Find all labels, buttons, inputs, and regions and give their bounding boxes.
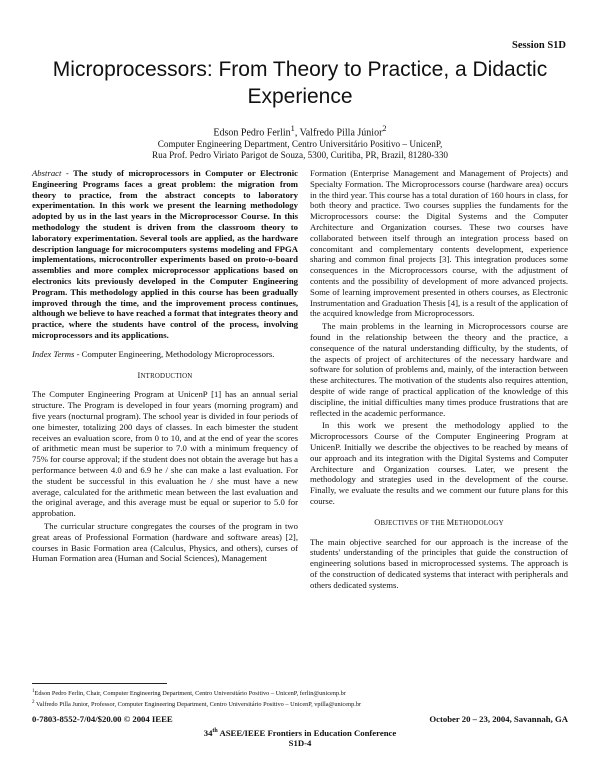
intro-paragraph-1: The Computer Engineering Program at UnicenP [1] has an annual serial structure. The Program is developed in four years (morning program) and five years (nocturnal program). The school year is divided in four periods of one bimester, totalizing 200 days of classes. In each bimester the student receives an evaluation score, from 0 to 10, and at the end of year the scores of arithmetic mean must be superior to 7.0 with a minimum frequency of 75% for course approval; if the student does not obtain the average but has a performance between 4.0 and 6.9 he / she can make a last evaluation. For the student be successful in this evaluation he / she must have a new average, calculated for the arithmetic mean between the last evaluation and the original average, and this average must be equal or superior to 5.0 for approbation.: [32, 389, 298, 519]
footer-isbn: 0-7803-8552-7/04/$20.00 © 2004 IEEE: [32, 714, 173, 724]
left-column: [32, 168, 298, 564]
right-column: [310, 168, 568, 590]
page-number: S1D-4: [288, 738, 312, 748]
footer-date: October 20 – 23, 2004, Savannah, GA: [429, 714, 568, 724]
footnotes: [32, 688, 568, 709]
section-heading-introduction: INTRODUCTION: [137, 370, 193, 380]
author-2: , Valfredo Pilla Júnior: [294, 127, 383, 139]
session-label: Session S1D: [512, 40, 566, 51]
affiliation: Computer Engineering Department, Centro Universitário Positivo – UnicenP,: [157, 138, 443, 149]
address: Rua Prof. Pedro Viriato Parigot de Souza, 5300, Curitiba, PR, Brazil, 81280-330: [151, 150, 449, 161]
footnote-2: $^2$ Valfredo Pilla Junior, Professor, Computer Engineering Department, Centro Universitário Positivo – UnicenP, vpilla@unicenp.br: [32, 699, 362, 708]
footnote-divider: [32, 683, 167, 684]
section-heading-objectives: OBJECTIVES OF THE METHODOLOGY: [374, 517, 504, 527]
paper-title: Microprocessors: From Theory to Practice, a Didactic Experience: [52, 58, 548, 108]
author-block: [30, 123, 570, 162]
author-1: Edson Pedro Ferlin: [213, 127, 291, 139]
body-paragraph-3: In this work we present the methodology applied to the Microprocessors Course of the Computer Engineering Program at UnicenP. Initially we describe the objectives to be reached by means of our approach and its integration with the Digital Systems and Computer Architecture and Organization courses. Later, we present the methodology and strategies used in the development of the course. Finally, we evaluate the results and we comment our future plans for this course.: [310, 420, 568, 506]
objectives-paragraph-1: The main objective searched for our approach is the increase of the students' understanding of the principles that guide the construction of engineering solutions based in microprocessed systems. The approach is of the construction of dedicated systems that interact with peripherals and others dedicated systems.: [310, 536, 568, 590]
body-paragraph-1: Formation (Enterprise Management and Management of Projects) and Specialty Formation. The Microprocessors course (hardware area) occurs in the third year. This course has a total duration of 160 hours in class, for both theory and practice. Two courses supplies the fundaments for the Microprocessors course: the Digital Systems and the Computer Architecture and Organization courses. These two courses have collaborated between itself through an integration process based on concomitant and complementary contents development, experience sharing and common final projects [3]. This integration produces some consequences in the Microprocessors course, with the adjustment of contents and the possibility of development of more advanced projects. Some of learning improvement presented in others courses, as Electronic Instrumentation and Graduation Thesis [4], is a result of the application of the acquired knowledge from Microprocessors.: [310, 168, 568, 319]
intro-paragraph-2: The curricular structure congregates the courses of the program in two great areas of Professional Formation (hardware and software areas) [2], courses in Basic Formation area (Calculus, Physics, and others), curses of Human Formation area (Human and Social Sciences), Management: [32, 520, 298, 564]
footnote-1: $^1$Edson Pedro Ferlin, Chair, Computer Engineering Department, Centro Universitário Positivo – UnicenP, ferlin@unicenp.br: [32, 689, 346, 698]
body-paragraph-2: The main problems in the learning in Microprocessors course are found in the relationship between the theory and the practice, a consequence of the natural understanding difficulty, by the students, of the aspects of project of architectures of the necessary hardware and software for solution of problems and, mainly, of the interaction between these architectures. The motivation of the students also requires attention, despite of wide range of practical application of the knowledge of this discipline, the initial difficulties many times produce frustrations that are reflected in the academic performance.: [310, 321, 568, 418]
abstract-label: Abstract -: [32, 168, 69, 178]
abstract: [32, 168, 298, 341]
footer-bar: [32, 714, 568, 726]
footer-conference: 34th ASEE/IEEE Frontiers in Education Conference: [203, 727, 397, 738]
author-1-mark: 1: [290, 124, 295, 133]
author-2-mark: 2: [382, 124, 387, 133]
author-names: [30, 123, 570, 139]
index-terms: [32, 349, 298, 360]
index-terms-text: - Computer Engineering, Methodology Microprocessors.: [74, 348, 275, 359]
index-terms-label: Index Terms: [32, 348, 75, 359]
abstract-text: The study of microprocessors in Computer or Electronic Engineering Programs faces a great problem: the migration from theory to practice, from the abstract concepts to laboratory experimentation. In this work we present the learning methodology adopted by us in the last years in the Microprocessor Course. In this methodology the student is driven from the classroom theory to laboratory experimentation. Several tools are applied, as the hardware description language for microcomputers systems modeling and FPGA implementations, microcontroller experiments based on proto-o-board assemblies and more complex microprocessor applications based on electronics kits previously developed in the Computer Engineering Program. This methodology applied in this course has been gradually improved through the time, and the improvement process continues, although we believe to have reached a format that integrates theory and practice, where the students have control of the process, involving microprocessors and its applications.: [32, 168, 298, 340]
